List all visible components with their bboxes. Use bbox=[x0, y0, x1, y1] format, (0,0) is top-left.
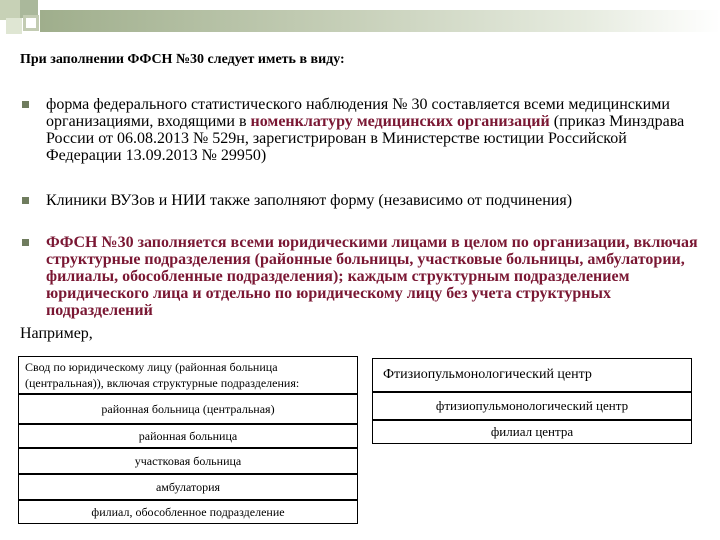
bullet-text: ФФСН №30 заполняется всеми юридическими лицами в целом по организации, включая структурные подразделения (районные больницы, участковые больницы, амбулатории, филиалы, обособленные подразделения); каждым структурным подразделением юридического лица и отдельно по юридическому лицу без учета структурных подразделений bbox=[46, 234, 698, 319]
page-title: При заполнении ФФСН №30 следует иметь в виду: bbox=[20, 52, 345, 67]
right-table-header: Фтизиопульмонологический центр bbox=[372, 358, 692, 392]
nomenclature-highlight: номенклатуру медицинских организаций bbox=[250, 113, 550, 130]
bullet-text bbox=[46, 96, 702, 164]
left-table-header: Свод по юридическому лицу (районная больница (центральная)), включая структурные подразделения: bbox=[18, 356, 358, 394]
bullet-marker bbox=[22, 239, 29, 246]
decor-square bbox=[6, 18, 22, 34]
right-table-row: фтизиопульмонологический центр bbox=[372, 392, 692, 420]
decor-square bbox=[0, 0, 20, 20]
left-table-row: амбулатория bbox=[18, 474, 358, 500]
header-bar bbox=[40, 10, 720, 32]
bullet-text-part: (приказ Минздрава России от 06.08.2013 № 529н, зарегистрирован в Министерстве юстиции Российской Федерации 13.09.2013 № 29950) bbox=[46, 113, 685, 164]
left-table-row: филиал, обособленное подразделение bbox=[18, 500, 358, 524]
decor-square bbox=[20, 0, 38, 18]
right-table-row: филиал центра bbox=[372, 420, 692, 444]
bullet-marker bbox=[22, 101, 29, 108]
left-table-row: районная больница bbox=[18, 424, 358, 448]
left-table-row: районная больница (центральная) bbox=[18, 394, 358, 424]
bullet-marker bbox=[22, 197, 29, 204]
left-table-row: участковая больница bbox=[18, 448, 358, 474]
bullet-text-part: форма федерального статистического наблюдения № 30 составляется всеми медицинскими организациями, входящими в bbox=[46, 96, 670, 130]
bullet-text: Клиники ВУЗов и НИИ также заполняют форму (независимо от подчинения) bbox=[46, 192, 573, 209]
example-label: Например, bbox=[20, 325, 93, 342]
decor-square bbox=[26, 18, 36, 28]
